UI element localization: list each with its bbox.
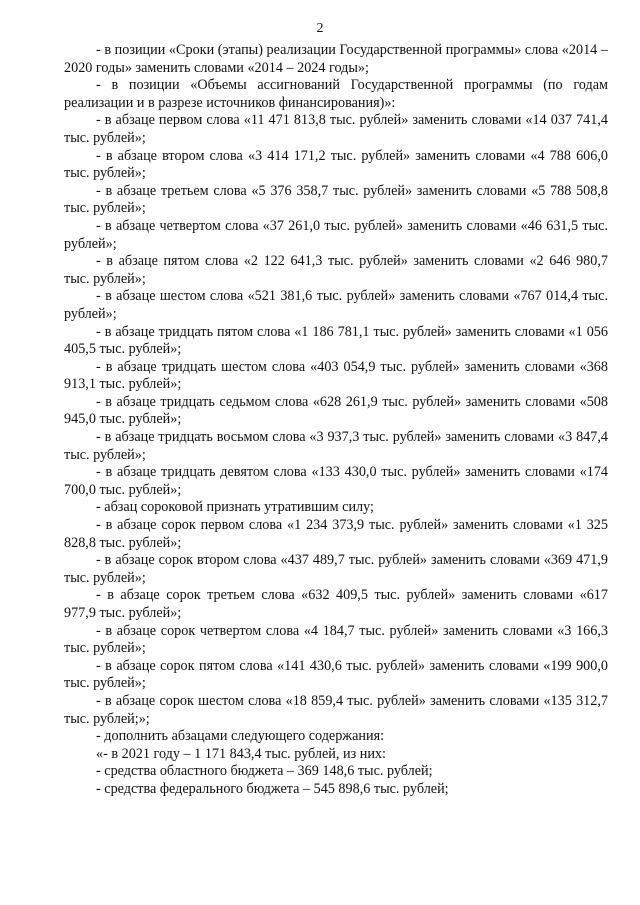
paragraph: - в позиции «Объемы ассигнований Государственной программы (по годам реализации и в разрезе источников финансирования)»: (64, 77, 608, 111)
paragraph: - в абзаце втором слова «3 414 171,2 тыс. рублей» заменить словами «4 788 606,0 тыс. рублей»; (64, 147, 608, 182)
paragraph: - в позиции «Сроки (этапы) реализации Государственной программы» слова «2014 – 2020 годы» заменить словами «2014 – 2024 годы»; (64, 42, 608, 76)
paragraph: - в абзаце первом слова «11 471 813,8 тыс. рублей» заменить словами «14 037 741,4 тыс. рублей»; (64, 112, 608, 146)
paragraph: - в абзаце сорок четвертом слова «4 184,7 тыс. рублей» заменить словами «3 166,3 тыс. рублей»; (64, 622, 608, 657)
paragraph: - в абзаце тридцать девятом слова «133 430,0 тыс. рублей» заменить словами «174 700,0 тыс. рублей»; (64, 464, 608, 498)
paragraph: - в абзаце четвертом слова «37 261,0 тыс. рублей» заменить словами «46 631,5 тыс. рублей»; (64, 217, 608, 252)
paragraph: - в абзаце тридцать пятом слова «1 186 781,1 тыс. рублей» заменить словами «1 056 405,5 тыс. рублей»; (64, 323, 608, 358)
page-number: 2 (316, 21, 324, 36)
paragraph: - в абзаце тридцать шестом слова «403 054,9 тыс. рублей» заменить словами «368 913,1 тыс. рублей»; (64, 358, 608, 393)
paragraph: - в абзаце сорок втором слова «437 489,7 тыс. рублей» заменить словами «369 471,9 тыс. рублей»; (64, 552, 608, 586)
paragraph: - в абзаце сорок третьем слова «632 409,5 тыс. рублей» заменить словами «617 977,9 тыс. рублей»; (64, 587, 608, 621)
paragraph: - средства областного бюджета – 369 148,6 тыс. рублей; (96, 763, 433, 780)
document-body (64, 42, 608, 799)
paragraph: - в абзаце третьем слова «5 376 358,7 тыс. рублей» заменить словами «5 788 508,8 тыс. рублей»; (64, 182, 608, 217)
paragraph: - в абзаце сорок пятом слова «141 430,6 тыс. рублей» заменить словами «199 900,0 тыс. рублей»; (64, 657, 608, 692)
paragraph: - в абзаце тридцать седьмом слова «628 261,9 тыс. рублей» заменить словами «508 945,0 тыс. рублей»; (64, 393, 608, 428)
paragraph: - в абзаце сорок первом слова «1 234 373,9 тыс. рублей» заменить словами «1 325 828,8 тыс. рублей»; (64, 517, 608, 551)
paragraph: - средства федерального бюджета – 545 898,6 тыс. рублей; (96, 780, 449, 797)
paragraph: - в абзаце шестом слова «521 381,6 тыс. рублей» заменить словами «767 014,4 тыс. рублей»; (64, 288, 608, 322)
paragraph: - дополнить абзацами следующего содержания: (96, 728, 385, 745)
paragraph: «- в 2021 году – 1 171 843,4 тыс. рублей, из них: (96, 745, 386, 762)
paragraph: - в абзаце пятом слова «2 122 641,3 тыс. рублей» заменить словами «2 646 980,7 тыс. рублей»; (64, 253, 608, 287)
paragraph: - в абзаце сорок шестом слова «18 859,4 тыс. рублей» заменить словами «135 312,7 тыс. рублей;»; (64, 692, 608, 727)
paragraph: - в абзаце тридцать восьмом слова «3 937,3 тыс. рублей» заменить словами «3 847,4 тыс. рублей»; (64, 429, 608, 463)
paragraph: - абзац сороковой признать утратившим силу; (96, 499, 374, 516)
